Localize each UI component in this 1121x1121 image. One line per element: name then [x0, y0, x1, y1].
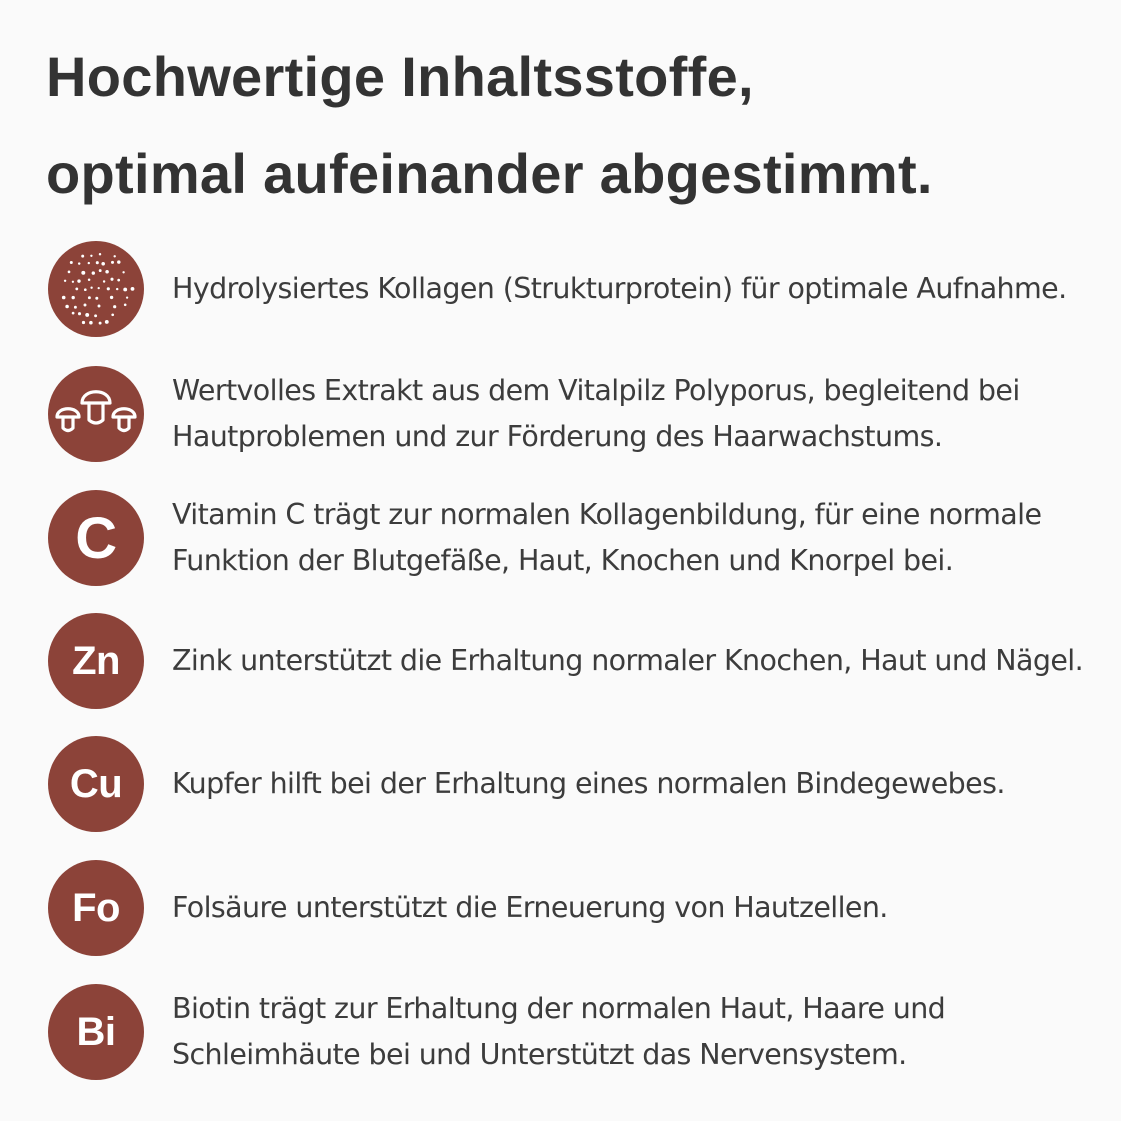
texture-dot — [105, 320, 109, 324]
ingredient-line: Hydrolysiertes Kollagen (Strukturprotein) für optimale Aufnahme. — [172, 272, 1067, 305]
texture-dot — [110, 296, 113, 299]
texture-dot — [126, 296, 128, 298]
ingredient-folic-acid — [48, 860, 1113, 956]
texture-dot — [88, 296, 91, 299]
texture-dot — [77, 279, 80, 282]
mushroom-graphic — [48, 366, 144, 462]
texture-dot — [101, 262, 105, 266]
ingredient-polyporus — [48, 366, 1113, 462]
texture-dot — [75, 288, 78, 291]
ingredient-line: Folsäure unterstützt die Erneuerung von Hautzellen. — [172, 891, 888, 924]
mushroom-icon — [48, 366, 144, 462]
texture-dot — [99, 253, 101, 255]
texture-dot — [117, 260, 120, 263]
ingredient-biotin — [48, 984, 1113, 1080]
texture-dot — [131, 287, 135, 291]
texture-dot — [72, 312, 75, 315]
ingredient-text-polyporus — [172, 368, 1112, 460]
vitamin-c-icon: C — [48, 490, 144, 586]
texture-dot — [107, 287, 110, 290]
texture-dot — [116, 288, 118, 290]
texture-dot — [94, 314, 97, 317]
headline — [46, 28, 1106, 222]
texture-dot — [89, 321, 93, 325]
texture-dot — [74, 306, 77, 309]
ingredient-vitamin-c — [48, 490, 1113, 586]
texture-dot — [72, 281, 74, 283]
texture-dot — [64, 280, 66, 282]
ingredient-copper — [48, 736, 1113, 832]
texture-dot — [81, 271, 85, 275]
texture-dot — [111, 313, 114, 316]
texture-dot — [96, 261, 99, 264]
ingredient-line: Wertvolles Extrakt aus dem Vitalpilz Polyporus, begleitend bei — [172, 374, 1020, 407]
ingredient-line: Biotin trägt zur Erhaltung der normalen Haut, Haare und — [172, 992, 946, 1025]
texture-dot — [103, 280, 105, 282]
texture-dot — [111, 261, 114, 264]
texture-dot — [113, 255, 115, 257]
texture-dot — [124, 304, 127, 307]
collagen-dots-icon — [48, 241, 144, 337]
ingredient-text-copper — [172, 761, 1112, 807]
texture-dot — [84, 304, 87, 307]
texture-dot — [92, 271, 95, 274]
texture-dot — [123, 288, 127, 292]
texture-dot — [72, 296, 75, 299]
ingredient-text-biotin — [172, 986, 1112, 1078]
texture-dot — [113, 305, 116, 308]
texture-dot — [110, 278, 113, 281]
texture-dot — [84, 288, 87, 291]
texture-dot — [62, 296, 66, 300]
texture-dot — [88, 262, 90, 264]
biotin-icon: Bi — [48, 984, 144, 1080]
texture-dot — [65, 305, 69, 309]
texture-dot — [99, 269, 102, 272]
texture-dot — [70, 261, 73, 264]
folic-acid-icon: Fo — [48, 860, 144, 956]
texture-dot — [90, 287, 92, 289]
collagen-dots-graphic — [48, 241, 144, 337]
ingredient-collagen — [48, 241, 1113, 337]
ingredient-line: Schleimhäute bei und Unterstützt das Nervensystem. — [172, 1038, 907, 1071]
ingredient-text-folic-acid — [172, 885, 1112, 931]
ingredient-text-collagen — [172, 266, 1112, 312]
headline-line-2: optimal aufeinander abgestimmt. — [46, 142, 933, 205]
texture-dot — [68, 271, 71, 274]
copper-icon: Cu — [48, 736, 144, 832]
ingredient-line: Zink unterstützt die Erhaltung normaler Knochen, Haut und Nägel. — [172, 644, 1084, 677]
texture-dot — [99, 322, 102, 325]
ingredient-text-vitamin-c — [172, 492, 1112, 584]
texture-dot — [105, 270, 109, 274]
texture-dot — [98, 287, 100, 289]
texture-dot — [85, 313, 89, 317]
texture-dot — [78, 312, 81, 315]
ingredient-line: Vitamin C trägt zur normalen Kollagenbildung, für eine normale — [172, 498, 1042, 531]
headline-line-1: Hochwertige Inhaltsstoffe, — [46, 45, 754, 108]
texture-dot — [88, 278, 91, 281]
texture-dot — [82, 321, 85, 324]
texture-dot — [122, 271, 124, 273]
zinc-icon: Zn — [48, 613, 144, 709]
ingredient-line: Hautproblemen und zur Förderung des Haarwachstums. — [172, 420, 943, 453]
ingredient-zinc — [48, 613, 1113, 709]
texture-dot — [98, 305, 101, 308]
ingredient-text-zinc — [172, 638, 1112, 684]
ingredient-line: Funktion der Blutgefäße, Haut, Knochen und Knorpel bei. — [172, 544, 954, 577]
ingredient-line: Kupfer hilft bei der Erhaltung eines normalen Bindegewebes. — [172, 767, 1005, 800]
texture-dot — [78, 262, 80, 264]
texture-dot — [90, 255, 92, 257]
texture-dot — [95, 297, 98, 300]
texture-dot — [81, 255, 84, 258]
texture-dot — [117, 279, 120, 282]
